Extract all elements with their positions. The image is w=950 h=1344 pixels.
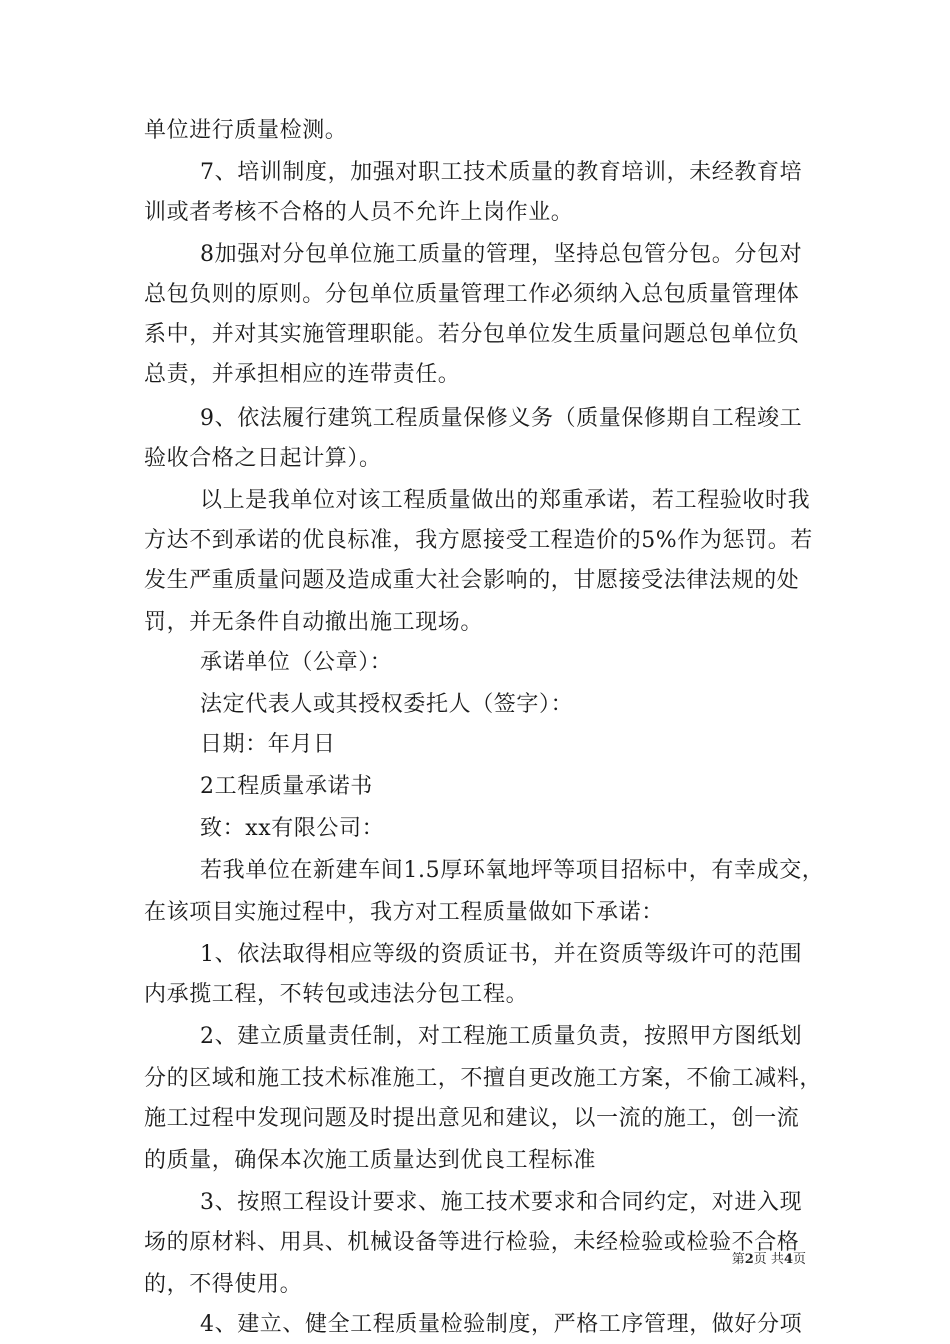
footer-middle: 页 共 bbox=[753, 1252, 784, 1267]
text-line: 4、建立、健全工程质量检验制度，严格工序管理，做好分项 bbox=[200, 1312, 803, 1337]
text-line: 2工程质量承诺书 bbox=[200, 774, 373, 799]
total-pages-number: 4 bbox=[783, 1252, 793, 1267]
text-line: 7、培训制度，加强对职工技术质量的教育培训，未经教育培 bbox=[200, 160, 803, 185]
text-line: 的，不得使用。 bbox=[144, 1272, 303, 1297]
text-line: 在该项目实施过程中，我方对工程质量做如下承诺： bbox=[144, 900, 664, 925]
text-line: 施工过程中发现问题及时提出意见和建议，以一流的施工，创一流 bbox=[144, 1106, 800, 1131]
text-line: 2、建立质量责任制，对工程施工质量负责，按照甲方图纸划 bbox=[200, 1024, 803, 1049]
text-line: 的质量，确保本次施工质量达到优良工程标准 bbox=[144, 1148, 597, 1173]
text-line: 9、依法履行建筑工程质量保修义务（质量保修期自工程竣工 bbox=[200, 406, 803, 431]
text-line: 以上是我单位对该工程质量做出的郑重承诺，若工程验收时我 bbox=[200, 488, 811, 513]
text-line: 验收合格之日起计算）。 bbox=[144, 446, 382, 471]
text-line: 总责，并承担相应的连带责任。 bbox=[144, 362, 461, 387]
text-line: 总包负则的原则。分包单位质量管理工作必须纳入总包质量管理体 bbox=[144, 282, 800, 307]
text-line: 3、按照工程设计要求、施工技术要求和合同约定，对进入现 bbox=[200, 1190, 803, 1215]
text-line: 系中，并对其实施管理职能。若分包单位发生质量问题总包单位负 bbox=[144, 322, 800, 347]
footer-suffix: 页 bbox=[792, 1252, 806, 1267]
text-line: 内承揽工程，不转包或违法分包工程。 bbox=[144, 982, 529, 1007]
text-line: 若我单位在新建车间1.5厚环氧地坪等项目招标中，有幸成交， bbox=[200, 858, 825, 883]
text-line: 场的原材料、用具、机械设备等进行检验，未经检验或检验不合格 bbox=[144, 1230, 800, 1255]
text-line: 方达不到承诺的优良标准，我方愿接受工程造价的5%作为惩罚。若 bbox=[144, 528, 813, 553]
text-line: 罚，并无条件自动撤出施工现场。 bbox=[144, 610, 484, 635]
text-line: 训或者考核不合格的人员不允许上岗作业。 bbox=[144, 200, 574, 225]
text-line: 1、依法取得相应等级的资质证书，并在资质等级许可的范围 bbox=[200, 942, 803, 967]
text-line: 发生严重质量问题及造成重大社会影响的，甘愿接受法律法规的处 bbox=[144, 568, 800, 593]
text-line: 分的区域和施工技术标准施工，不擅自更改施工方案，不偷工减料， bbox=[144, 1066, 823, 1091]
text-line: 承诺单位（公章）： bbox=[200, 650, 393, 675]
text-line: 日期：年月日 bbox=[200, 732, 336, 757]
text-line: 法定代表人或其授权委托人（签字）： bbox=[200, 692, 574, 717]
page-number-footer bbox=[0, 1248, 806, 1267]
current-page-number: 2 bbox=[744, 1252, 754, 1267]
text-line: 致：xx有限公司： bbox=[200, 816, 385, 841]
text-line: 8加强对分包单位施工质量的管理，坚持总包管分包。分包对 bbox=[200, 242, 803, 267]
text-line: 单位进行质量检测。 bbox=[144, 118, 348, 143]
footer-prefix: 第 bbox=[731, 1252, 745, 1267]
